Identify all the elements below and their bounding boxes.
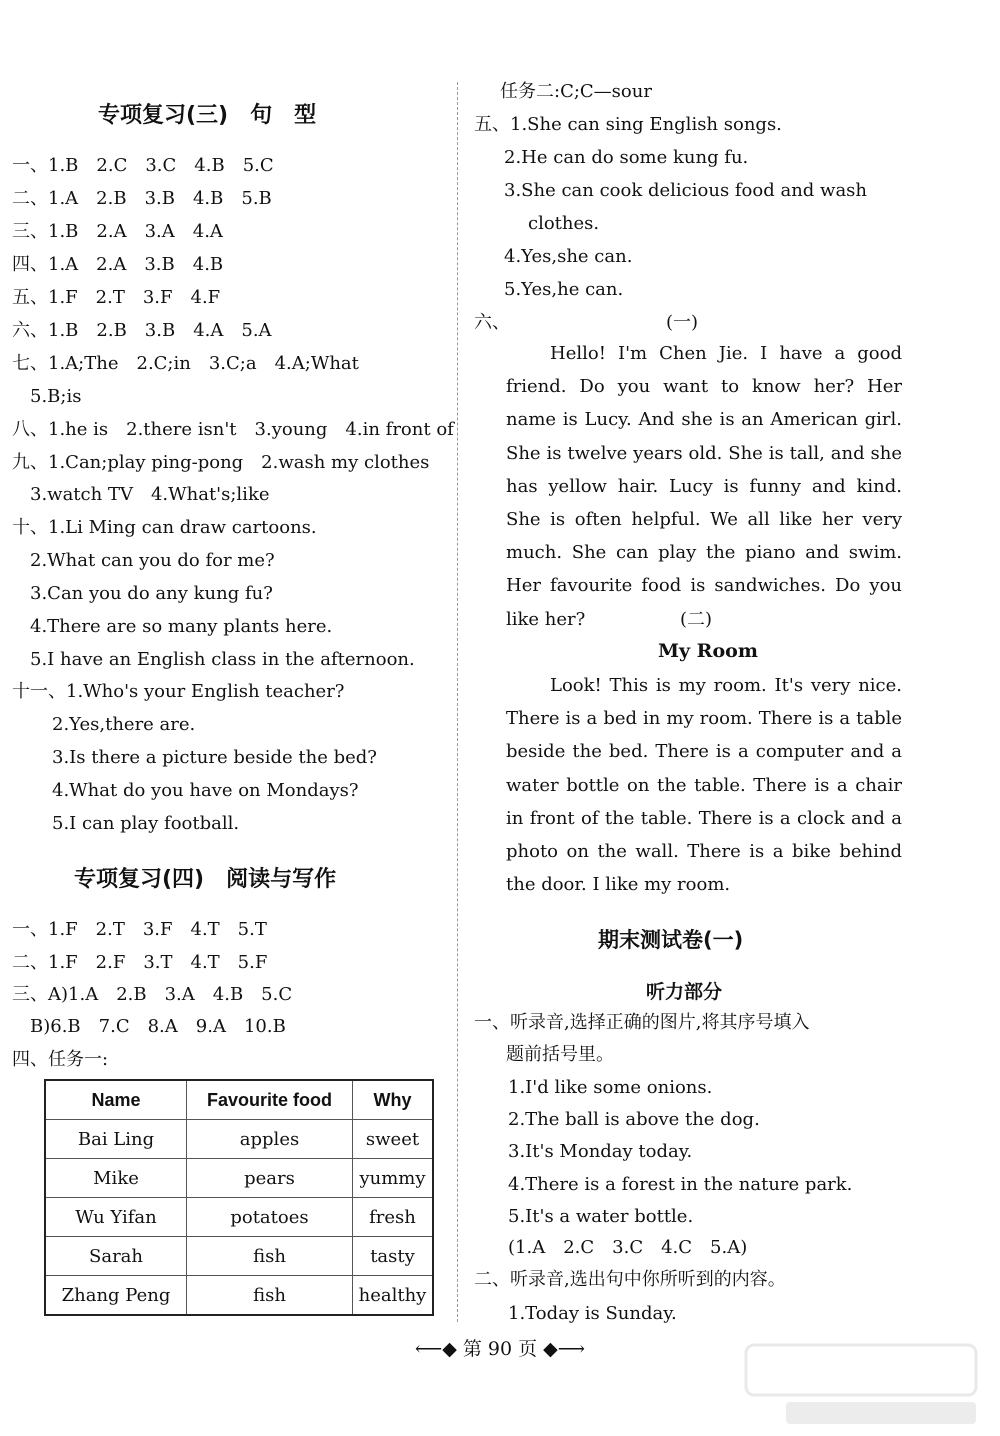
table-header-name: Name [45,1080,187,1120]
question-line: 1.Today is Sunday. [508,1303,677,1324]
answer-key-line: (1.A 2.C 3.C 4.C 5.A) [508,1237,748,1258]
answer-line: clothes. [528,213,600,234]
answer-line: 一、1.F 2.T 3.F 4.T 5.T [12,919,267,940]
column-divider [457,82,458,1322]
answer-line: 2.What can you do for me? [12,550,275,571]
answer-line: 二、1.F 2.F 3.T 4.T 5.F [12,952,268,973]
watermark-logo [736,1340,986,1430]
answer-line: 六、1.B 2.B 3.B 4.A 5.A [12,320,272,341]
answer-line: 一、1.B 2.C 3.C 4.B 5.C [12,155,274,176]
answer-line: 五、1.She can sing English songs. [474,114,782,135]
answer-line: 5.Yes,he can. [504,279,624,300]
answer-line: 5.I have an English class in the afternoon. [12,649,415,670]
answer-line: 三、1.B 2.A 3.A 4.A [12,221,223,242]
listening-title: 听力部分 [646,981,723,1003]
table-cell: sweet [353,1120,434,1159]
answer-line: 任务二:C;C—sour [500,81,652,102]
answer-line: 四、任务一: [12,1049,109,1070]
question-line: 5.It's a water bottle. [508,1206,694,1227]
table-cell: fresh [353,1198,434,1237]
table-cell: Mike [45,1159,187,1198]
answer-line: 4.What do you have on Mondays? [34,780,359,801]
page-number: 第 90 页 [462,1338,538,1360]
table-cell: Bai Ling [45,1120,187,1159]
table-header-why: Why [353,1080,434,1120]
question-line: 4.There is a forest in the nature park. [508,1174,853,1195]
table-cell: Sarah [45,1237,187,1276]
exam-title: 期末测试卷(一) [598,928,744,952]
diamond-left-icon: ⟵◆ [414,1338,457,1360]
question-line: 1.I'd like some onions. [508,1077,713,1098]
section-label-six: 六、 [474,312,510,333]
answer-line: 四、1.A 2.A 3.B 4.B [12,254,224,275]
table-row [45,1120,433,1159]
table-row [45,1237,433,1276]
table-row [45,1198,433,1237]
answer-line: B)6.B 7.C 8.A 9.A 10.B [12,1016,286,1037]
table-row [45,1276,433,1316]
passage-one: Hello! I'm Chen Jie. I have a good friend. Do you want to know her? Her name is Lucy. And she is an American girl. She is twelve years old. She is tall, and she has yellow hair. Lucy is funny and kind. She is often helpful. We all like her very much. She can play the piano and swim. Her favourite food is sandwiches. Do you like her? [506,343,902,630]
answer-line: 3.Can you do any kung fu? [12,583,273,604]
answer-line: 九、1.Can;play ping-pong 2.wash my clothes [12,452,430,473]
table-row [45,1159,433,1198]
answer-line: 七、1.A;The 2.C;in 3.C;a 4.A;What [12,353,359,374]
section-title-review-4: 专项复习(四) 阅读与写作 [74,867,337,892]
passage-title-my-room: My Room [658,640,758,662]
table-cell: yummy [353,1159,434,1198]
answer-line: 5.I can play football. [34,813,240,834]
question-line: 一、听录音,选择正确的图片,将其序号填入 [474,1012,810,1033]
table-cell: tasty [353,1237,434,1276]
section-title-review-3: 专项复习(三) 句 型 [98,103,317,128]
diamond-right-icon: ◆⟶ [543,1338,586,1360]
answer-line: 3.She can cook delicious food and wash [504,180,868,201]
table-cell: potatoes [187,1198,353,1237]
table-cell: Wu Yifan [45,1198,187,1237]
question-line: 题前括号里。 [506,1044,614,1065]
answer-line: 4.There are so many plants here. [12,616,333,637]
table-cell: pears [187,1159,353,1198]
table-cell: fish [187,1237,353,1276]
answer-line: 3.watch TV 4.What's;like [12,484,270,505]
table-cell: fish [187,1276,353,1316]
table-cell: healthy [353,1276,434,1316]
answer-line: 五、1.F 2.T 3.F 4.F [12,287,221,308]
answer-line: 4.Yes,she can. [504,246,633,267]
answer-line: 3.Is there a picture beside the bed? [34,747,377,768]
part-label-two: (二) [680,609,713,630]
question-line: 3.It's Monday today. [508,1141,693,1162]
answer-line: 2.He can do some kung fu. [504,147,749,168]
answer-line: 三、A)1.A 2.B 3.A 4.B 5.C [12,984,293,1005]
question-line: 二、听录音,选出句中你所听到的内容。 [474,1269,786,1290]
table-cell: apples [187,1120,353,1159]
answer-line: 二、1.A 2.B 3.B 4.B 5.B [12,188,272,209]
part-label-one: (一) [666,312,699,333]
favourite-food-table [44,1079,434,1316]
table-header-row [45,1080,433,1120]
answer-line: 十一、1.Who's your English teacher? [12,681,345,702]
passage-two: Look! This is my room. It's very nice. There is a bed in my room. There is a table beside the bed. There is a computer and a water bottle on the table. There is a chair in front of the table. There is a clock and a photo on the wall. There is a bike behind the door. I like my room. [506,675,902,896]
answer-line: 十、1.Li Ming can draw cartoons. [12,517,317,538]
answer-line: 八、1.he is 2.there isn't 3.young 4.in front of [12,419,454,440]
answer-line: 2.Yes,there are. [34,714,196,735]
table-header-food: Favourite food [187,1080,353,1120]
question-line: 2.The ball is above the dog. [508,1109,760,1130]
table-cell: Zhang Peng [45,1276,187,1316]
answer-line: 5.B;is [12,386,82,407]
